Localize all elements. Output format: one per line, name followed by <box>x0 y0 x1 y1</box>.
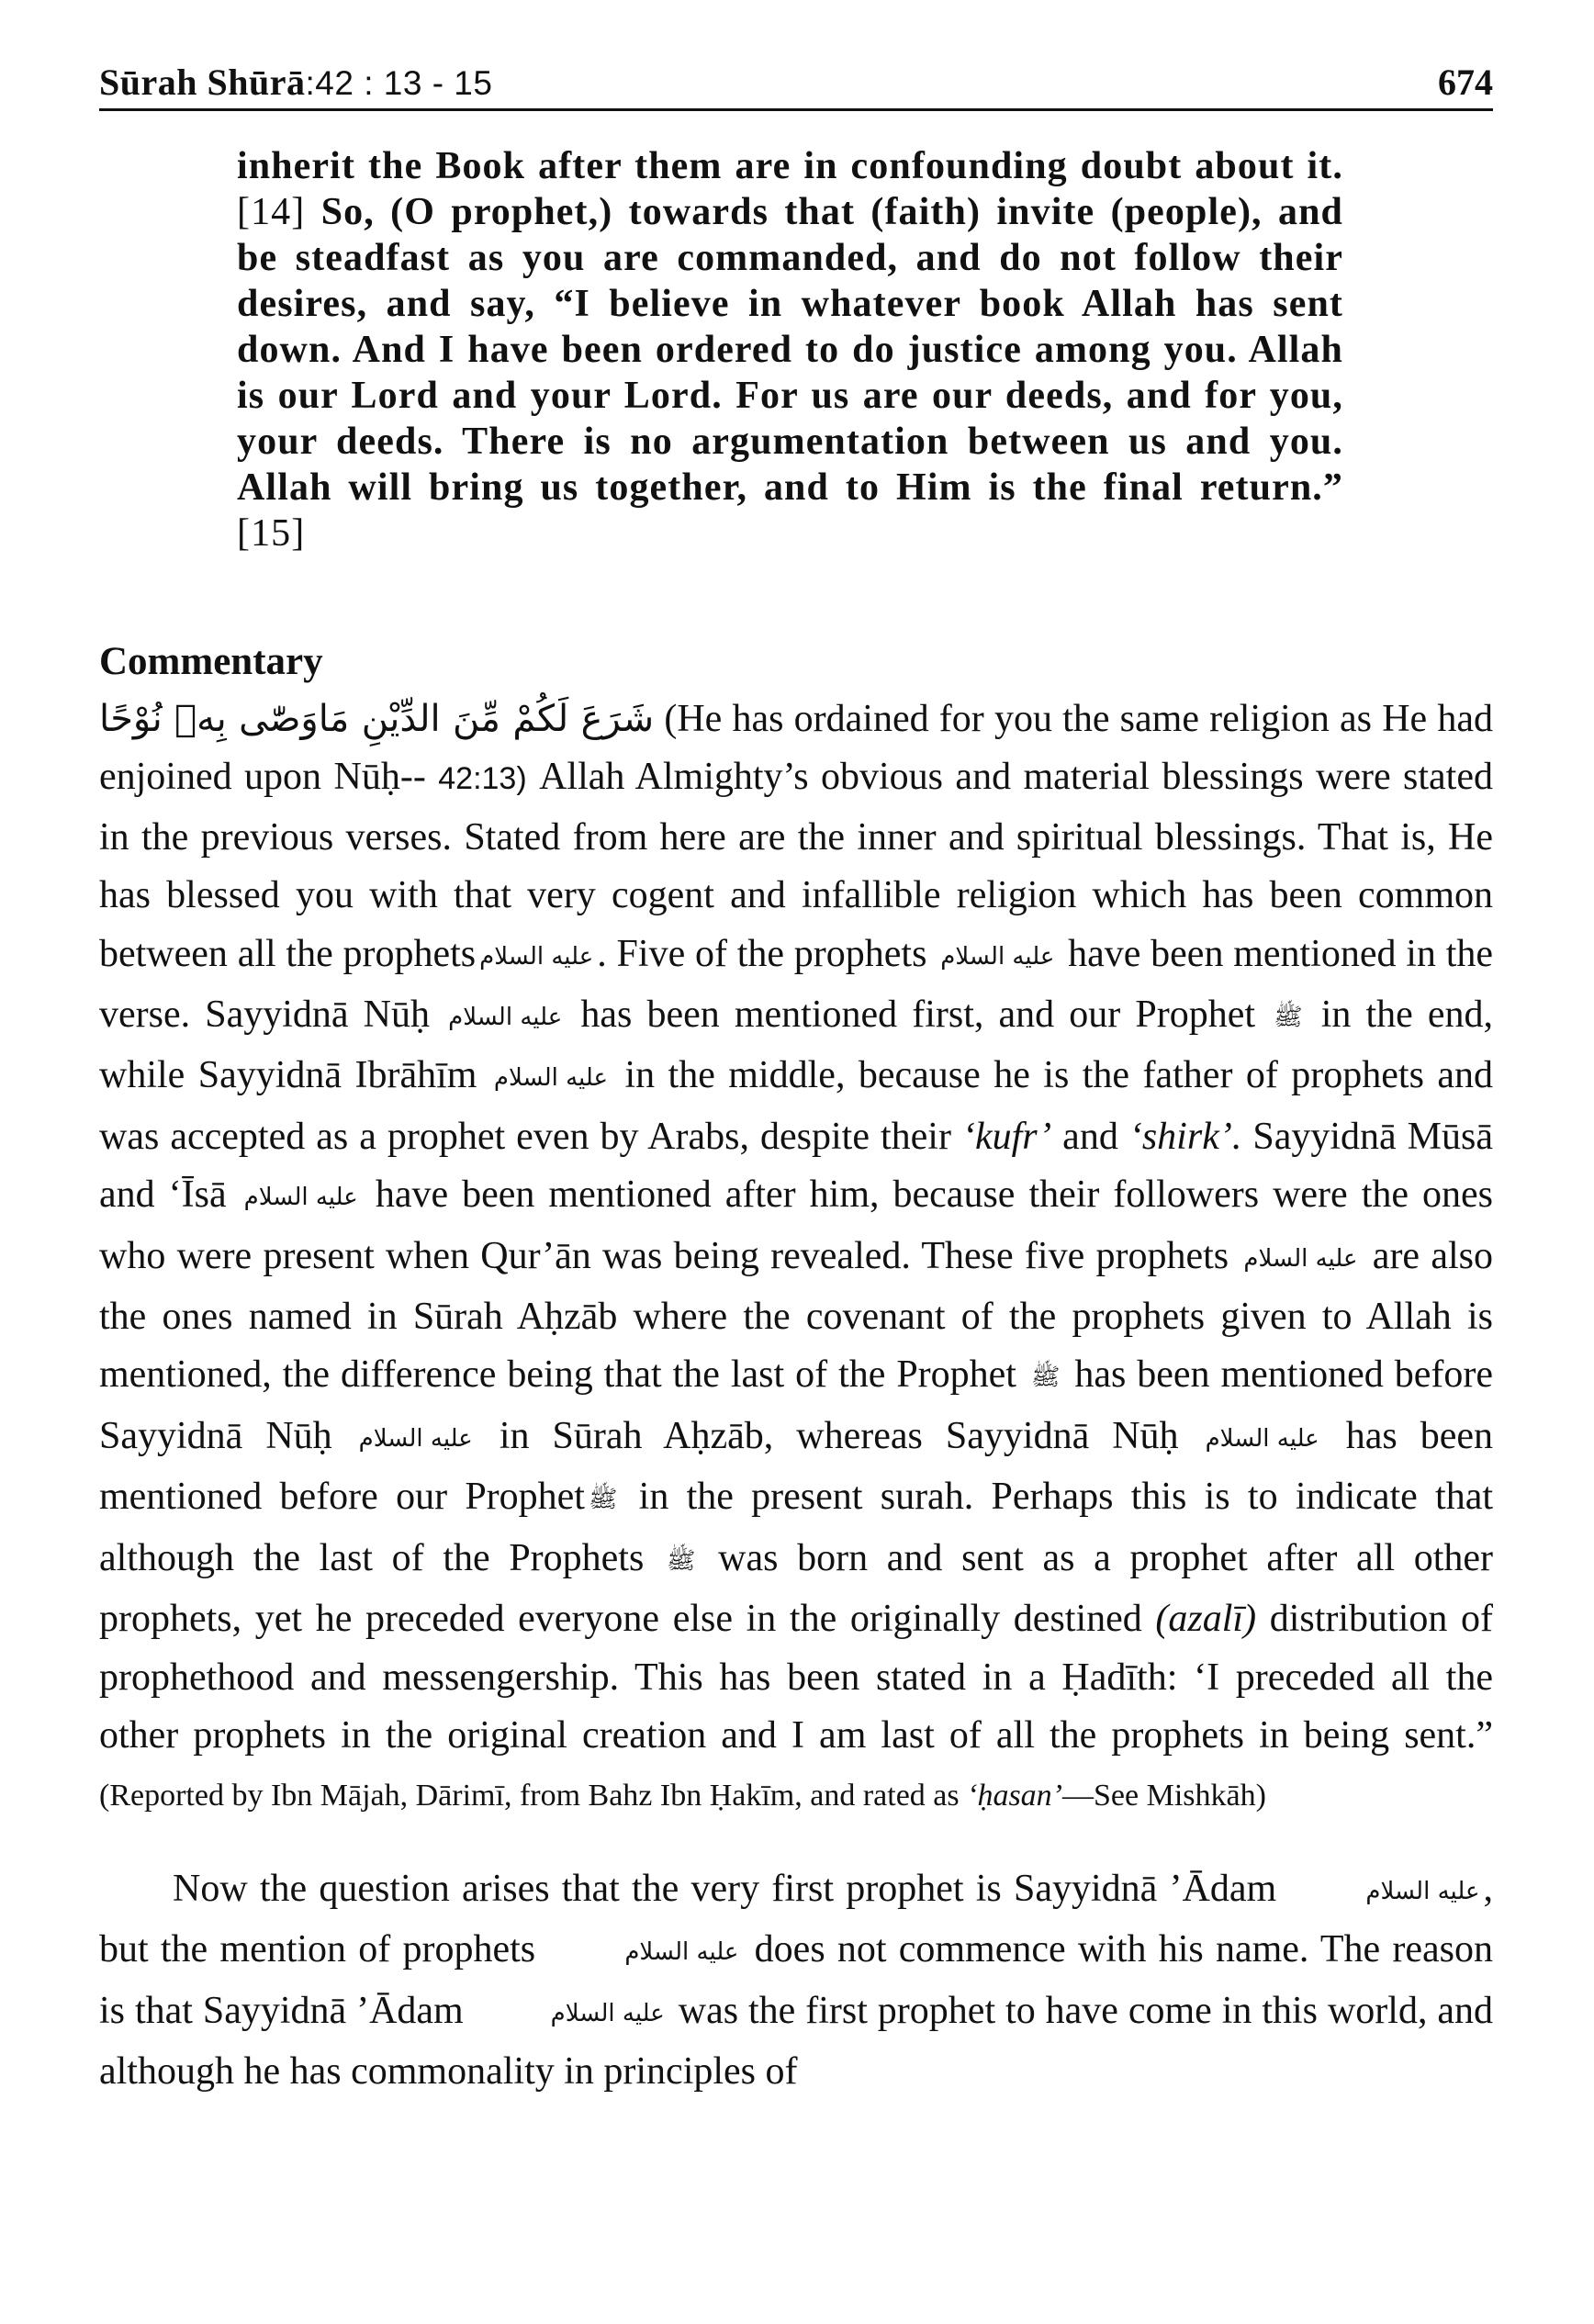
translation-text-2: So, (O prophet,) towards that (faith) invite (people), and be steadfast as you are commanded, and do not follow their desires, and say, “I believe in whatever book Allah has sent down. And I have been ordered to do justice among you. Allah is our Lord and your Lord. For us are our deeds, and for you, your deeds. There is no argumentation between us and you. Allah will bring us together, and to Him is the final return.” <box>237 191 1343 509</box>
text-run: in the end, while Sayyidnā Ibrāhīm <box>99 994 1494 1097</box>
text-run: . Five of the prophets <box>597 932 927 975</box>
arabic-quote: شَرَعَ لَكُمْ مِّنَ الدِّيْنِ مَاوَصّٰى بِهٖ نُوْحًا <box>99 698 655 740</box>
commentary-paragraph-1 <box>99 690 1493 1825</box>
translation-text-1: inherit the Book after them are in confounding doubt about it. <box>237 145 1343 187</box>
salutation-icon: ﷺ <box>588 1486 618 1514</box>
italic-term: (azalī) <box>1155 1598 1257 1641</box>
text-run: have been mentioned after him, because their followers were the ones who were present when Qur’ān was being revealed. These five prophets <box>99 1173 1494 1277</box>
salutation-icon: عليه السلام <box>479 942 594 971</box>
text-run: have been mentioned in the verse. Sayyidnā Nūḥ <box>99 932 1494 1037</box>
verse-reference: 42:13) <box>438 761 527 797</box>
text-run: in Sūrah Aḥzāb, whereas Sayyidnā Nūḥ <box>499 1414 1179 1457</box>
italic-term: ‘ḥasan’ <box>967 1779 1063 1813</box>
text-run: was the first prophet to have come in this world, and although he has commonality in principles of <box>99 1989 1494 2093</box>
citation-text: —See Mishkāh) <box>1062 1779 1266 1813</box>
commentary-body <box>99 690 1493 2101</box>
salutation-icon: عليه السلام <box>624 1938 739 1967</box>
text-run: and <box>1062 1115 1118 1158</box>
text-run: Now the question arises that the very first prophet is Sayyidnā ’Ādam <box>173 1867 1277 1910</box>
italic-term: ‘kufr’ <box>961 1115 1052 1158</box>
text-run: has been mentioned first, and our Prophet <box>580 994 1256 1037</box>
verse-range: :42 : 13 - 15 <box>305 64 493 102</box>
salutation-icon: عليه السلام <box>243 1184 358 1212</box>
text-run: in the present surah. Perhaps this is to indicate that although the last of the Prophets <box>99 1476 1494 1579</box>
paragraph-gap <box>99 1825 1493 1860</box>
page-number: 674 <box>1438 62 1493 103</box>
salutation-icon: عليه السلام <box>493 1064 609 1093</box>
salutation-icon: ﷺ <box>667 1546 696 1575</box>
section-heading: Commentary <box>99 640 323 683</box>
verse-number-14: [14] <box>237 191 306 233</box>
text-run: Sayyidnā Mūsā and ‘Īsā <box>99 1115 1493 1217</box>
verse-number-15: [15] <box>237 512 306 555</box>
salutation-icon: عليه السلام <box>940 942 1055 971</box>
text-run: in the middle, because he is the father of prophets and was accepted as a prophet even by Arabs, despite their <box>99 1054 1494 1158</box>
salutation-icon: عليه السلام <box>550 1999 665 2027</box>
text-run: , but the mention of prophets <box>99 1867 1493 1971</box>
salutation-icon: ﷺ <box>1274 1004 1303 1032</box>
running-title <box>99 61 492 104</box>
surah-name: Sūrah Shūrā <box>99 62 306 103</box>
salutation-icon: عليه السلام <box>448 1004 563 1032</box>
salutation-icon: ﷺ <box>1030 1364 1061 1392</box>
salutation-icon: عليه السلام <box>1243 1244 1358 1273</box>
text-run: (He has ordained for you the same religion as He had enjoined upon Nūḥ-- <box>99 698 1494 799</box>
salutation-icon: عليه السلام <box>1205 1424 1319 1453</box>
commentary-paragraph-2 <box>99 1860 1493 2102</box>
text-run: was born and sent as a prophet after all other prophets, yet he preceded everyone else in the originally destined <box>99 1536 1493 1641</box>
citation-text: (Reported by Ibn Mājah, Dārimī, from Bahz Ibn Ḥakīm, and rated as <box>99 1779 960 1813</box>
citation <box>99 1779 1266 1813</box>
page-header <box>99 53 1493 111</box>
text-run: Allah Almighty’s obvious and material blessings were stated in the previous verses. Stated from here are the inner and spiritual blessings. That is, He has blessed you with that very cogent and infallible religion which has been common between all the prophets <box>99 756 1493 975</box>
text-run: has been mentioned before Sayyidnā Nūḥ <box>99 1353 1493 1457</box>
italic-term: ‘shirk’. <box>1128 1115 1242 1158</box>
text-run: distribution of prophethood and messengership. This has been stated in a Ḥadīth: ‘I preceded all the other prophets in the original creation and I am last of all the prophets in being sent.” <box>99 1598 1494 1757</box>
translation-block <box>237 143 1343 556</box>
salutation-icon: عليه السلام <box>358 1424 473 1453</box>
text-run: are also the ones named in Sūrah Aḥzāb where the covenant of the prophets given to Allah is mentioned, the difference being that the last of the Prophet <box>99 1234 1493 1397</box>
text-run: does not commence with his name. The reason is that Sayyidnā ’Ādam <box>99 1928 1493 2032</box>
salutation-icon: عليه السلام <box>1365 1877 1480 1905</box>
text-run: has been mentioned before our Prophet <box>99 1414 1493 1519</box>
